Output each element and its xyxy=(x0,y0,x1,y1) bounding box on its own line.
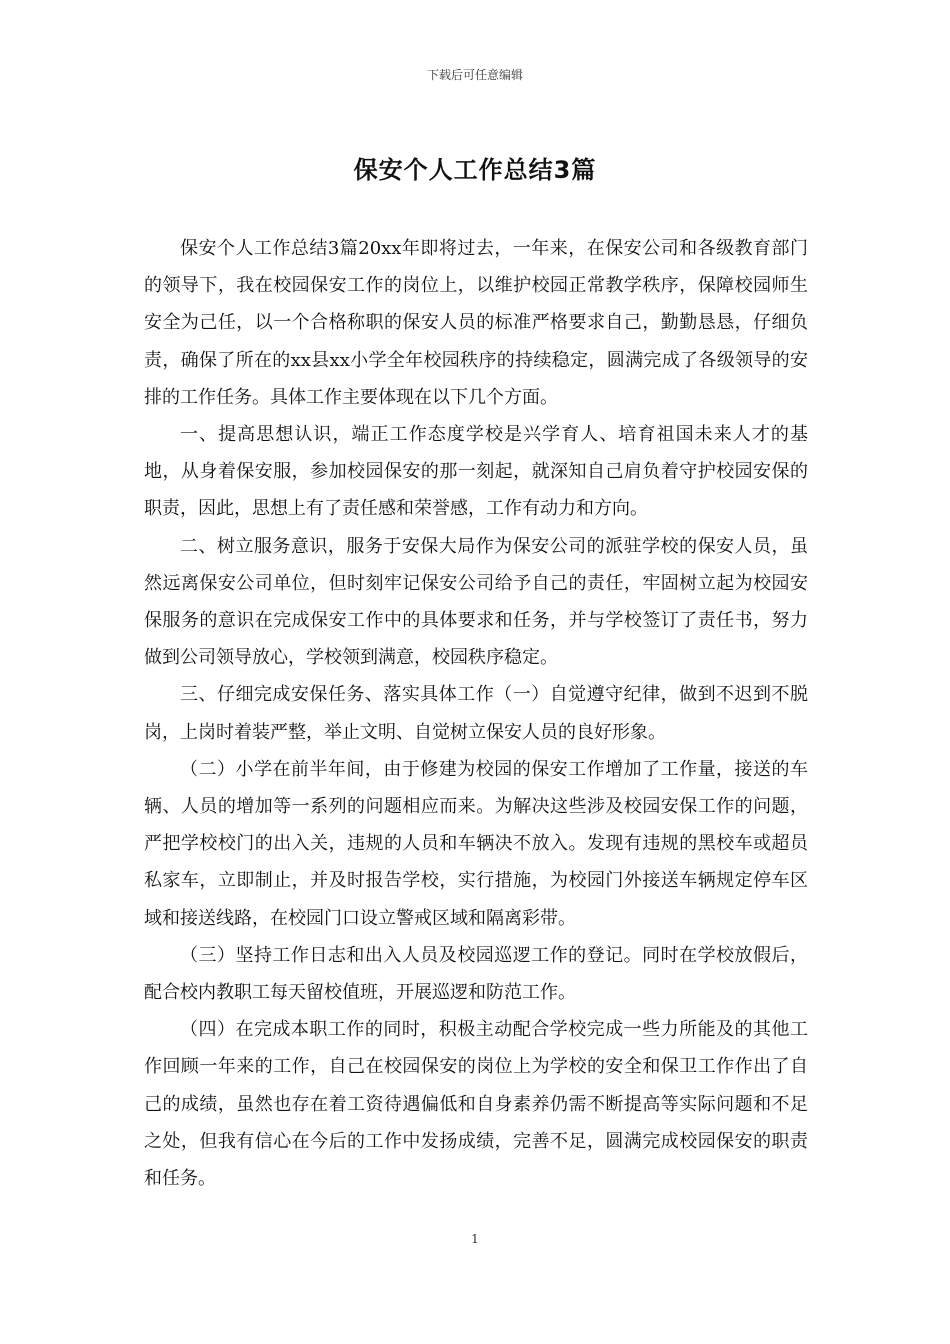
document-body xyxy=(144,230,808,1197)
page-header-note: 下载后可任意编辑 xyxy=(426,68,523,82)
paragraph-section-2: 二、树立服务意识，服务于安保大局作为保安公司的派驻学校的保安人员，虽然远离保安公司单位，但时刻牢记保安公司给予自己的责任，牢固树立起为校园安保服务的意识在完成保安工作中的具体要求和任务，并与学校签订了责任书，努力做到公司领导放心，学校领到满意，校园秩序稳定。 xyxy=(144,535,808,669)
document-title: 保安个人工作总结3篇 xyxy=(353,156,597,184)
paragraph-section-1: 一、提高思想认识，端正工作态度学校是兴学育人、培育祖国未来人才的基地，从身着保安服，参加校园保安的那一刻起，就深知自己肩负着守护校园安保的职责，因此，思想上有了责任感和荣誉感，工作有动力和方向。 xyxy=(144,424,808,520)
paragraph-section-3-4: （四）在完成本职工作的同时，积极主动配合学校完成一些力所能及的其他工作回顾一年来的工作，自己在校园保安的岗位上为学校的安全和保卫工作作出了自己的成绩，虽然也存在着工资待遇偏低和自身素养仍需不断提高等实际问题和不足之处，但我有信心在今后的工作中发扬成绩，完善不足，圆满完成校园保安的职责和任务。 xyxy=(144,1019,808,1190)
paragraph-intro: 保安个人工作总结3篇20xx年即将过去，一年来，在保安公司和各级教育部门的领导下，我在校园保安工作的岗位上，以维护校园正常教学秩序，保障校园师生安全为己任，以一个合格称职的保安人员的标准严格要求自己，勤勤恳恳，仔细负责，确保了所在的xx县xx小学全年校园秩序的持续稳定，圆满完成了各级领导的安排的工作任务。具体工作主要体现在以下几个方面。 xyxy=(144,238,808,408)
paragraph-section-3-3: （三）坚持工作日志和出入人员及校园巡逻工作的登记。同时在学校放假后，配合校内教职工每天留校值班，开展巡逻和防范工作。 xyxy=(144,944,808,1004)
paragraph-section-3: 三、仔细完成安保任务、落实具体工作（一）自觉遵守纪律，做到不迟到不脱岗，上岗时着装严整，举止文明、自觉树立保安人员的良好形象。 xyxy=(144,684,808,743)
paragraph-section-3-2: （二）小学在前半年间，由于修建为校园的保安工作增加了工作量，接送的车辆、人员的增加等一系列的问题相应而来。为解决这些涉及校园安保工作的问题，严把学校校门的出入关，违规的人员和车辆决不放入。发现有违规的黑校车或超员私家车，立即制止，并及时报告学校，实行措施，为校园门外接送车辆规定停车区域和接送线路，在校园门口设立警戒区域和隔离彩带。 xyxy=(144,758,808,929)
page-number: 1 xyxy=(471,1232,479,1246)
